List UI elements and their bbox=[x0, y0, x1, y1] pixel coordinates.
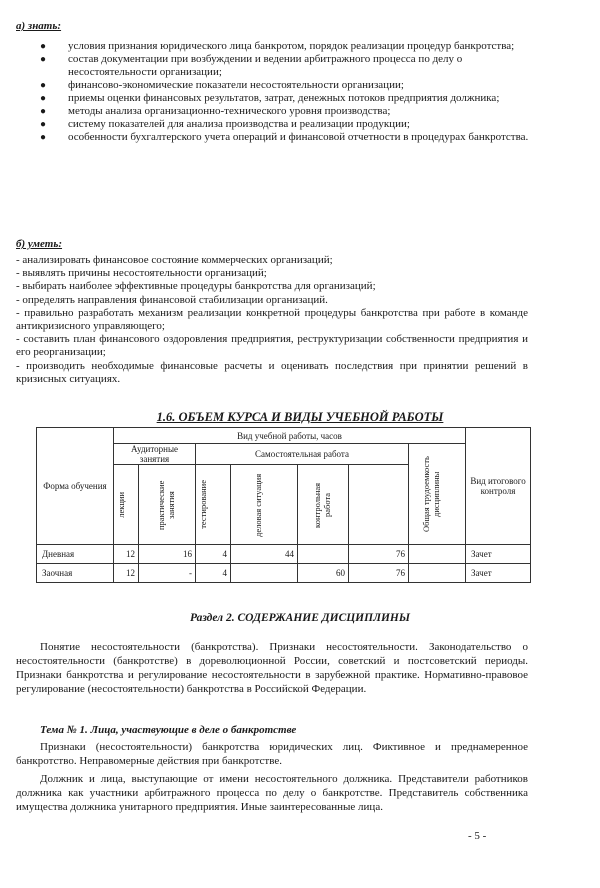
exam-cell: Зачет bbox=[466, 564, 531, 583]
section-a-list bbox=[40, 40, 530, 144]
list-item: ● состав документации при возбуждении и ведении арбитражного процесса по делу о несостоятельности организации; bbox=[40, 53, 463, 78]
list-item: ● приемы оценки финансовых результатов, затрат, денежных потоков предприятия должника; bbox=[40, 92, 500, 104]
list-item: - выявлять причины несостоятельности организаций; bbox=[16, 267, 267, 280]
bullet-icon: ● bbox=[40, 132, 47, 143]
section-2-heading: Раздел 2. СОДЕРЖАНИЕ ДИСЦИПЛИНЫ bbox=[189, 612, 410, 624]
list-item: - выбирать наиболее эффективные процедуры банкротства для организаций; bbox=[16, 280, 376, 293]
case-cell bbox=[231, 564, 298, 583]
form-header: Форма обучения bbox=[37, 428, 114, 545]
spacer-cell bbox=[349, 465, 409, 545]
table-row bbox=[37, 564, 531, 583]
practical-cell: - bbox=[139, 564, 196, 583]
case-cell: 44 bbox=[231, 545, 298, 564]
table-row bbox=[37, 545, 531, 564]
practical-header: практические занятия bbox=[139, 465, 196, 545]
case-header: деловая ситуация bbox=[231, 465, 298, 545]
section-b-label: б) уметь: bbox=[16, 238, 63, 250]
section-b-list bbox=[16, 254, 528, 386]
control-header: Вид итогового контроля bbox=[466, 428, 531, 545]
list-item: ● систему показателей для анализа производства и реализации продукции; bbox=[40, 118, 410, 130]
aud-header: Аудиторные занятия bbox=[114, 444, 196, 465]
list-item: - составить план финансового оздоровления предприятия, реструктуризации собственности предприятия и его реорганизации; bbox=[16, 333, 528, 359]
control-cell bbox=[298, 545, 349, 564]
course-table bbox=[36, 427, 531, 583]
bullet-icon: ● bbox=[40, 106, 47, 117]
section-2-intro: Понятие несостоятельности (банкротства). Признаки несостоятельности. Законодательство о несостоятельности (банкротстве) в дореволюционной России, советский и постсоветский периоды. Признаки банкротства и регулирование несостоятельности в зарубежной практике. Нормативно-правовое регулирование (несостоятельности) банкротства в Российской Федерации. bbox=[16, 641, 528, 695]
bullet-icon: ● bbox=[40, 93, 47, 104]
bullet-icon: ● bbox=[40, 119, 47, 130]
testing-header: тестирование bbox=[196, 465, 231, 545]
exam-cell: Зачет bbox=[466, 545, 531, 564]
total-cell: 76 bbox=[349, 564, 409, 583]
list-item: - производить необходимые финансовые расчеты и оценивать последствия при принятии решений в кризисных ситуациях. bbox=[16, 359, 528, 385]
theme-paragraph-1: Признаки (несостоятельности) банкротства юридических лиц. Фиктивное и преднамеренное банкротство. Неправомерные действия при банкротстве. bbox=[16, 741, 528, 767]
practical-cell: 16 bbox=[139, 545, 196, 564]
list-item: - правильно разработать механизм реализации конкретной процедуры банкротства при работе в команде антикризисного управляющего; bbox=[16, 306, 528, 333]
bullet-icon: ● bbox=[40, 41, 47, 52]
theme-title: Тема № 1. Лица, участвующие в деле о банкротстве bbox=[40, 724, 297, 736]
lectures-header: лекции bbox=[114, 465, 139, 545]
bullet-icon: ● bbox=[40, 80, 47, 91]
form-cell: Дневная bbox=[37, 545, 114, 564]
control-cell: 60 bbox=[298, 564, 349, 583]
list-item: ● финансово-экономические показатели несостоятельности организации; bbox=[40, 79, 404, 91]
form-cell: Заочная bbox=[37, 564, 114, 583]
list-item: - анализировать финансовое состояние коммерческих организаций; bbox=[16, 254, 333, 266]
table-heading: 1.6. ОБЪЕМ КУРСА И ВИДЫ УЧЕБНОЙ РАБОТЫ bbox=[156, 410, 444, 424]
control-work-header: контрольная работа bbox=[298, 465, 349, 545]
list-item: ● особенности бухгалтерского учета операций и финансовой отчетности в процедурах банкротства. bbox=[40, 131, 529, 143]
list-item: - определять направления финансовой стабилизации организаций. bbox=[16, 293, 328, 306]
list-item: ● методы анализа организационно-технического уровня производства; bbox=[40, 105, 391, 117]
bullet-icon: ● bbox=[40, 54, 47, 65]
lectures-cell: 12 bbox=[114, 545, 139, 564]
page-number: - 5 - bbox=[468, 830, 487, 842]
testing-cell: 4 bbox=[196, 545, 231, 564]
total-header: Общая трудоемкость дисциплины bbox=[409, 444, 466, 545]
theme-paragraph-2: Должник и лица, выступающие от имени несостоятельного должника. Представители работников должника как участники арбитражного процесса по делу о банкротстве. Представитель собственника имущества должника унитарного предприятия. Иные заинтересованные лица. bbox=[16, 773, 528, 813]
self-header: Самостоятельная работа bbox=[196, 444, 409, 465]
section-a-label: а) знать: bbox=[16, 20, 62, 32]
total-cell: 76 bbox=[349, 545, 409, 564]
testing-cell: 4 bbox=[196, 564, 231, 583]
list-item: ● условия признания юридического лица банкротом, порядок реализации процедур банкротства; bbox=[40, 40, 515, 52]
work-type-header: Вид учебной работы, часов bbox=[114, 428, 466, 444]
lectures-cell: 12 bbox=[114, 564, 139, 583]
